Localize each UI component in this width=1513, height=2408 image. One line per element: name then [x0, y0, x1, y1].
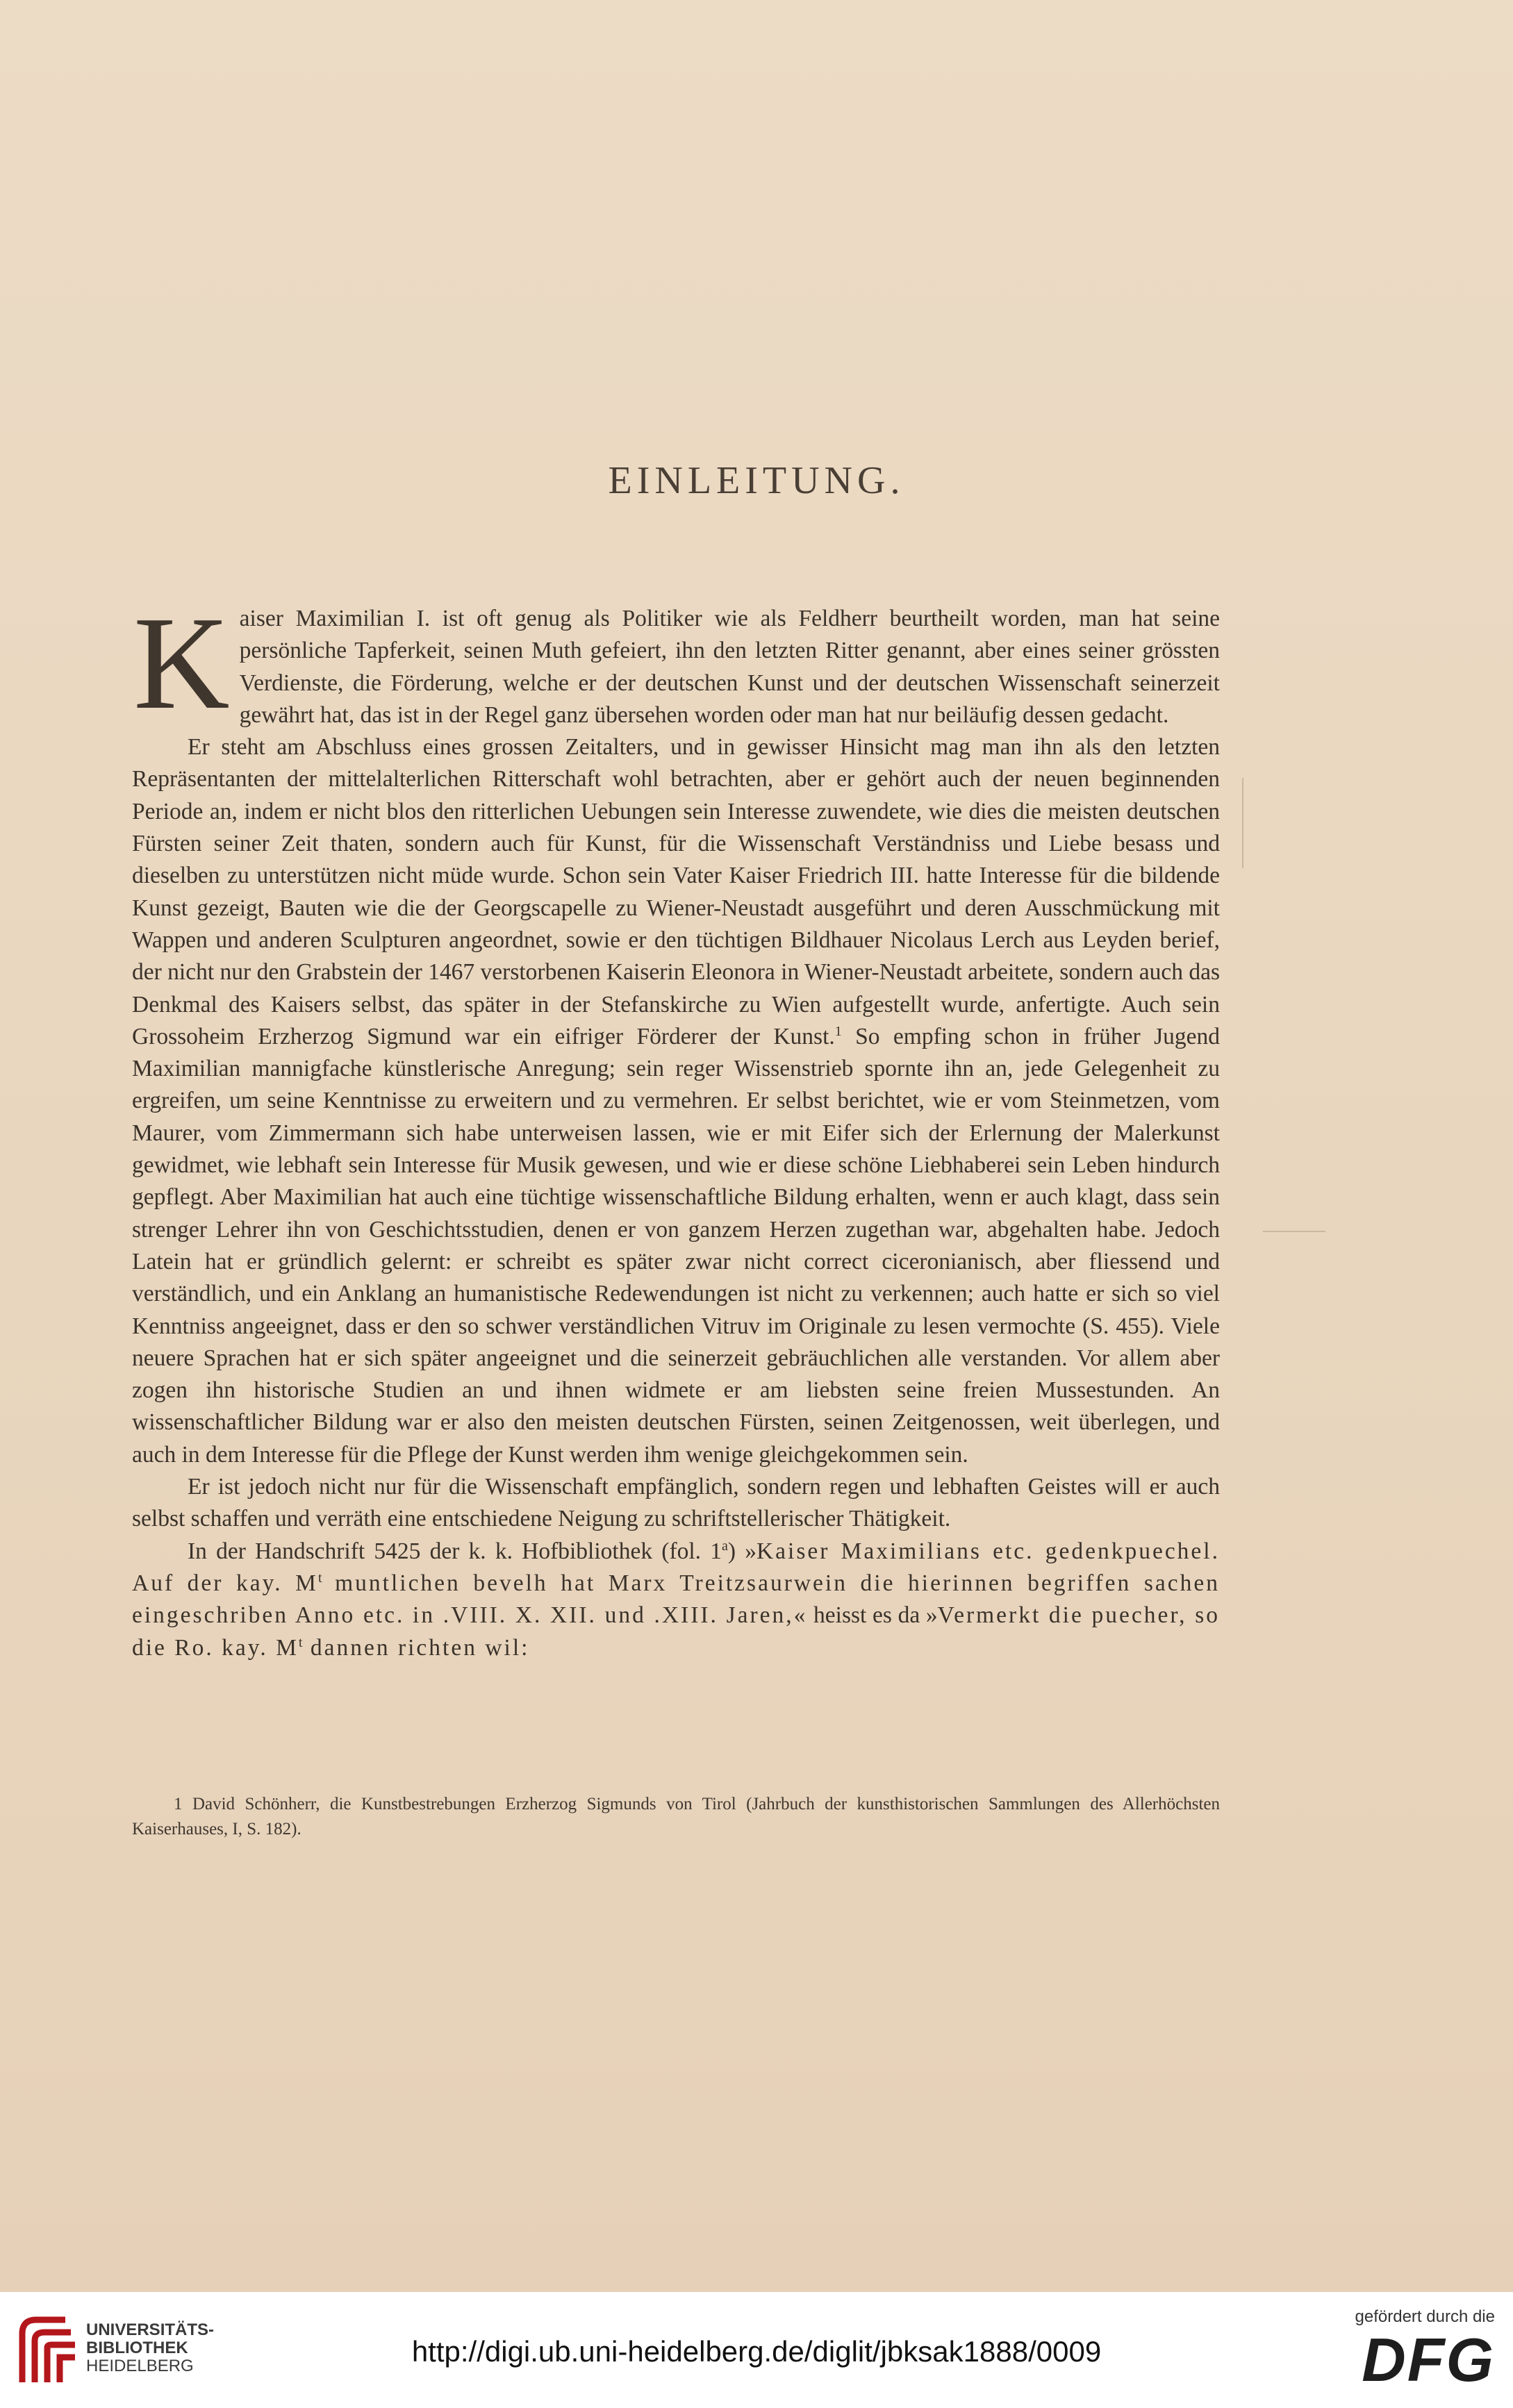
folio-superscript: a: [721, 1538, 728, 1554]
quote-superscript-2: t: [298, 1634, 303, 1650]
quote-1: Kaiser Maximilians etc. gedenkpuechel. Auf der kay. M: [132, 1538, 1220, 1596]
paragraph-3: Er ist jedoch nicht nur für die Wissenschaft empfänglich, sondern regen und lebhaften Geistes will er auch selbst schaffen und verräth eine entschiedene Neigung zu schriftstellerischer Thätigkeit.: [132, 1474, 1220, 1532]
footnote-1: 1 David Schönherr, die Kunstbestrebungen Erzherzog Sigmunds von Tirol (Jahrbuch der kunsthistorischen Sammlungen des Allerhöchsten Kaiserhauses, I, S. 182).: [132, 1795, 1220, 1838]
library-name-line-3: HEIDELBERG: [86, 2357, 194, 2375]
paragraph-4-text-a: In der Handschrift 5425 der k. k. Hofbibliothek (fol. 1: [188, 1538, 722, 1564]
paragraph-1-text: aiser Maximilian I. ist oft genug als Politiker wie als Feldherr beurtheilt worden, man hat seine persönliche Tapferkeit, seinen Muth gefeiert, ihn den letzten Ritter genannt, aber eines seiner grössten Verdienste, die Förderung, welche er der deutschen Kunst und der deutschen Wissenschaft seinerzeit gewährt hat, das ist in der Regel ganz übersehen worden oder man hat nur beiläufig dessen gedacht.: [239, 606, 1220, 728]
margin-mark: [1242, 778, 1243, 868]
permalink-url[interactable]: http://digi.ub.uni-heidelberg.de/diglit/jbksak1888/0009: [411, 2335, 1102, 2368]
dropcap: K: [133, 589, 230, 737]
body-text: [132, 589, 1221, 1664]
library-name-line-1: UNIVERSITÄTS-: [86, 2320, 215, 2339]
paragraph-2-text-a: Er steht am Abschluss eines grossen Zeitalters, und in gewisser Hinsicht mag man ihn als den letzten Repräsentanten der mittelalterlichen Ritterschaft wohl betrachten, aber er gehört auch der neuen beginnenden Periode an, indem er nicht blos den ritterlichen Uebungen sein Interesse zuwendete, wie dies die meisten deutschen Fürsten seiner Zeit thaten, sondern auch für Kunst, für die Wissenschaft Verständniss und Liebe besass und dieselben zu unterstützen nicht müde wurde. Schon sein Vater Kaiser Friedrich III. hatte Interesse für die bildende Kunst gezeigt, Bauten wie die der Georgscapelle zu Wiener-Neustadt ausgeführt und deren Ausschmückung mit Wappen und anderen Sculpturen angeordnet, sowie er den tüchtigen Bildhauer Nicolaus Lerch aus Leyden berief, der nicht nur den Grabstein der 1467 verstorbenen Kaiserin Eleonora in Wiener-Neustadt arbeitete, sondern auch das Denkmal des Kaisers selbst, das später in der Stefanskirche zu Wien aufgestellt wurde, anfertigte. Auch sein Grossoheim Erzherzog Sigmund war ein eifriger Förderer der Kunst.: [132, 734, 1220, 1049]
page-title: EINLEITUNG.: [608, 459, 905, 502]
paragraph-4: [132, 1536, 1220, 1664]
paragraph-4-text-b: ) »: [727, 1538, 756, 1564]
margin-mark: [1263, 1231, 1325, 1232]
footnote-ref-1[interactable]: 1: [834, 1023, 842, 1039]
quote-4: dannen richten wil:: [302, 1634, 530, 1661]
funding-caption: gefördert durch die: [1355, 2307, 1495, 2326]
library-name-line-2: BIBLIOTHEK: [86, 2339, 188, 2357]
paragraph-4-text-c: heisst es da »: [807, 1602, 938, 1629]
digitization-footer: [0, 2292, 1513, 2408]
quote-3: Vermerkt die puecher, so die Ro. kay. M: [132, 1602, 1220, 1661]
paragraph-2: [132, 731, 1220, 1471]
quote-2: muntlichen bevelh hat Marx Treitzsaurwein die hierinnen begriffen sachen eingeschriben Anno etc. in .VIII. X. XII. und .XIII. Jaren,«: [132, 1570, 1221, 1629]
quote-superscript-1: t: [317, 1570, 322, 1586]
dfg-logo: DFG: [1362, 2325, 1495, 2394]
paragraph-2-text-b: So empfing schon in früher Jugend Maximilian mannigfache künstlerische Anregung; sein reger Wissenstrieb spornte ihn an, jede Gelegenheit zu ergreifen, um seine Kenntnisse zu erweitern und zu vermehren. Er selbst berichtet, wie er vom Steinmetzen, vom Maurer, vom Zimmermann sich habe unterweisen lassen, wie er mit Eifer sich der Erlernung der Malerkunst gewidmet, wie lebhaft sein Interesse für Musik gewesen, und wie er diese schöne Liebhaberei sein Leben hindurch gepflegt. Aber Maximilian hat auch eine tüchtige wissenschaftliche Bildung erhalten, wenn er auch klagt, dass sein strenger Lehrer ihn von Geschichtsstudien, denen er von ganzem Herzen zugethan war, abgehalten habe. Jedoch Latein hat er gründlich gelernt: er schreibt es später zwar nicht correct ciceronianisch, aber fliessend und verständlich, und ein Anklang an humanistische Redewendungen ist nicht zu verkennen; auch hatte er sich so viel Kenntniss angeeignet, dass er den so schwer verständlichen Vitruv im Originale zu lesen vermochte (S. 455). Viele neuere Sprachen hat er sich später angeeignet und die seinerzeit gebräuchlichen alle verstanden. Vor allem aber zogen ihn historische Studien an und ihnen widmete er am liebsten seine freien Mussestunden. An wissenschaftlicher Bildung war er also den meisten deutschen Fürsten, seinen Zeitgenossen, weit überlegen, und auch in dem Interesse für die Pflege der Kunst werden ihm wenige gleichgekommen sein.: [132, 1023, 1220, 1468]
funding-block: [1328, 2307, 1495, 2393]
paragraph-1: [132, 589, 1220, 737]
